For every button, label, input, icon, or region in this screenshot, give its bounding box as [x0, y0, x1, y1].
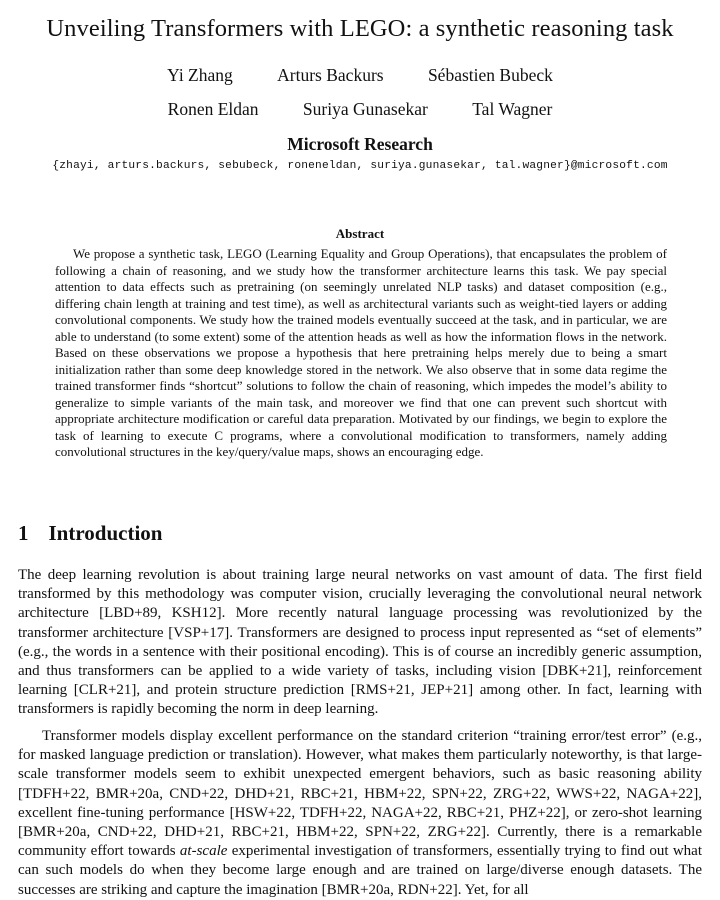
author-name: Sébastien Bubeck [427, 65, 553, 85]
author-name: Suriya Gunasekar [302, 99, 428, 119]
section-heading [18, 520, 162, 546]
intro-p2-italic: at-scale [179, 843, 228, 860]
author-emails: {zhayi, arturs.backurs, sebubeck, roneneldan, suriya.gunasekar, tal.wagner}@microsoft.com [52, 160, 668, 172]
intro-paragraph-2 [18, 727, 702, 900]
authors-row-1 [0, 64, 720, 86]
intro-p2-text-a: Transformer models display excellent performance on the standard criterion “training error/test error” (e.g., for masked language prediction or translation). However, what makes them particularly noteworthy, is that large-scale transformer models seem to exhibit unexpected emergent behaviors, such as basic reasoning ability [TDFH+22, BMR+20a, CND+22, DHD+21, RBC+21, HBM+22, SPN+22, ZRG+22, WWS+22, NAGA+22], excellent fine-tuning performance [HSW+22, TDFH+22, NAGA+22, RBC+21, PHZ+22], or zero-shot learning [BMR+20a, CND+22, DHD+21, RBC+21, HBM+22, SPN+22, ZRG+22]. Currently, there is a remarkable community effort towards [18, 728, 702, 860]
author-name: Arturs Backurs [277, 65, 384, 85]
section-title: Introduction [48, 521, 163, 545]
author-name: Yi Zhang [167, 65, 233, 85]
abstract-heading: Abstract [335, 226, 385, 241]
authors-row-2 [0, 98, 720, 120]
intro-paragraph-1: The deep learning revolution is about training large neural networks on vast amount of data. The first field transformed by this methodology was computer vision, crucially leveraging the convolutional neural network architecture [LBD+89, KSH12]. More recently natural language processing was revolutionized by the transformer architecture [VSP+17]. Transformers are designed to process input represented as “set of elements” (e.g., the words in a sentence with their positional encoding). This is of course an incredibly generic assumption, and thus transformers can be applied to a wide variety of tasks, including vision [DBK+21], reinforcement learning [CLR+21], and protein structure prediction [RMS+21, JEP+21] among other. In fact, learning with transformers is rapidly becoming the norm in deep learning. [18, 567, 702, 718]
author-name: Ronen Eldan [167, 99, 259, 119]
author-name: Tal Wagner [472, 99, 553, 119]
affiliation: Microsoft Research [287, 134, 433, 154]
paper-title: Unveiling Transformers with LEGO: a synthetic reasoning task [46, 15, 674, 42]
intro-p2-text-b: experimental investigation of transformers, essentially trying to find out what can such models do when they become large enough and are trained on large/diverse enough datasets. The successes are striking and capture the imagination [BMR+20a, RDN+22]. Yet, for all [18, 843, 703, 898]
abstract-body: We propose a synthetic task, LEGO (Learning Equality and Group Operations), that encapsulates the problem of following a chain of reasoning, and we study how the transformer architecture learns this task. We pay special attention to data effects such as pretraining (on seemingly unrelated NLP tasks) and dataset composition (e.g., differing chain length at training and test time), as well as architectural variants such as weight-tied layers or adding convolutional components. We study how the trained models eventually succeed at the task, and in particular, we are able to understand (to some extent) some of the attention heads as well as how the information flows in the network. Based on these observations we propose a hypothesis that here pretraining helps merely due to being a smart initialization rather than some deep knowledge stored in the network. We also observe that in some data regime the trained transformer finds “shortcut” solutions to follow the chain of reasoning, which impedes the model’s ability to generalize to simple variants of the main task, and moreover we find that one can prevent such shortcut with appropriate architecture modification or careful data preparation. Motivated by our findings, we begin to explore the task of learning to execute C programs, where a convolutional modification to transformers, namely adding convolutional structures in the key/query/value maps, shows an encouraging edge. [55, 246, 667, 459]
section-number: 1 [18, 521, 29, 545]
